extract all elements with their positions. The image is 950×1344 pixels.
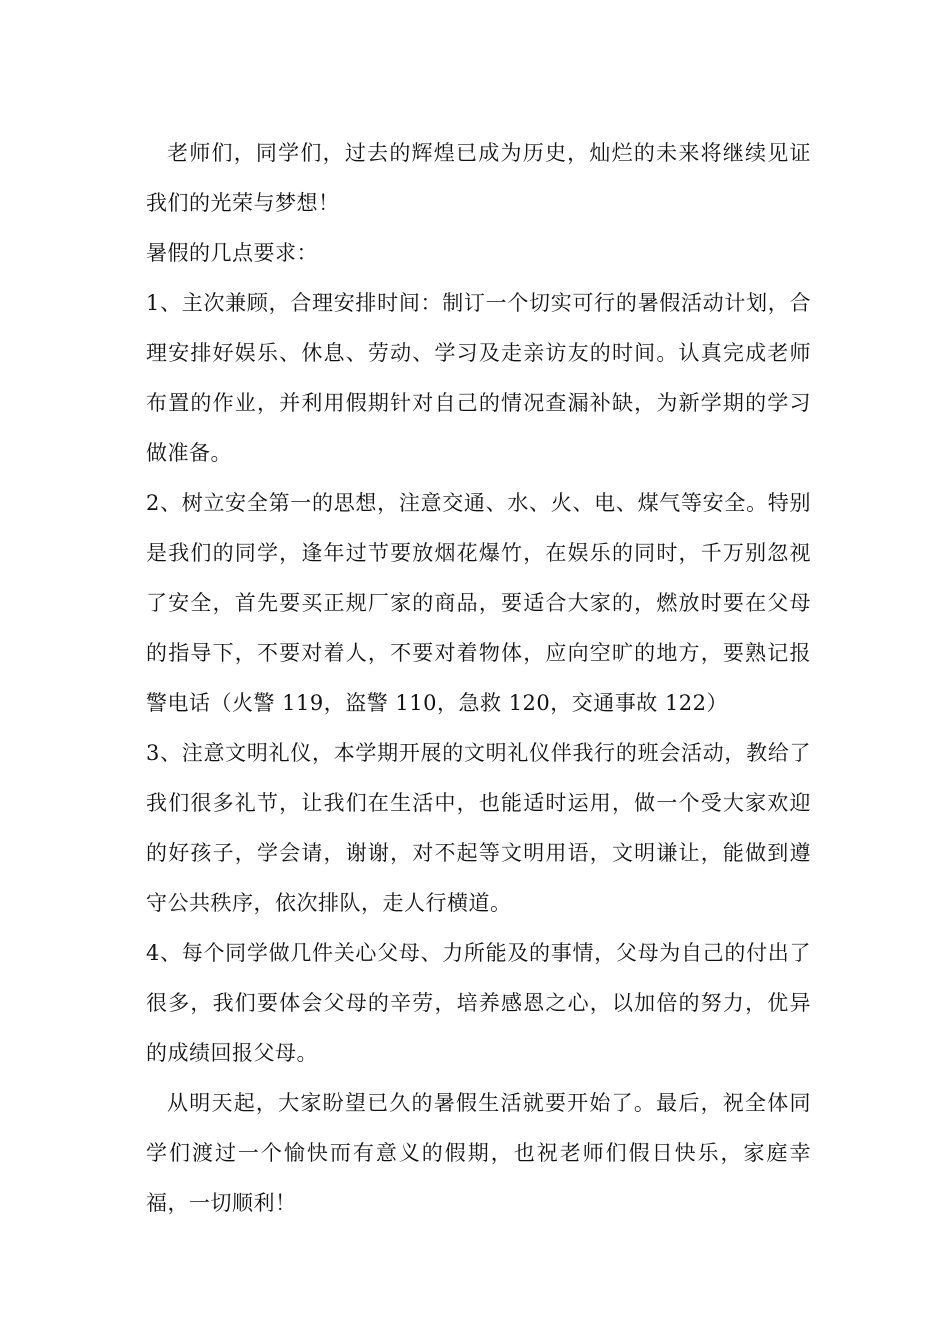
paragraph-requirement-3: 3、注意文明礼仪，本学期开展的文明礼仪伴我行的班会活动，教给了我们很多礼节，让我们在生活中，也能适时运用，做一个受大家欢迎的好孩子，学会请，谢谢，对不起等文明用语，文明谦让，能做到遵守公共秩序，依次排队，走人行横道。	[146, 741, 811, 915]
paragraph-requirement-2: 2、树立安全第一的思想，注意交通、水、火、电、煤气等安全。特别是我们的同学，逢年过节要放烟花爆竹，在娱乐的同时，千万别忽视了安全，首先要买正规厂家的商品，要适合大家的，燃放时要在父母的指导下，不要对着人，不要对着物体，应向空旷的地方，要熟记报警电话（火警 119，盗警 110，急救 120，交通事故 122）	[146, 491, 811, 715]
paragraph-requirements-heading: 暑假的几点要求：	[146, 241, 318, 265]
paragraph-closing: 从明天起，大家盼望已久的暑假生活就要开始了。最后，祝全体同学们渡过一个愉快而有意义的假期，也祝老师们假日快乐，家庭幸福，一切顺利！	[146, 1091, 811, 1215]
paragraph-requirement-4: 4、每个同学做几件关心父母、力所能及的事情，父母为自己的付出了很多，我们要体会父母的辛劳，培养感恩之心，以加倍的努力，优异的成绩回报父母。	[146, 941, 811, 1065]
paragraph-opening: 老师们，同学们，过去的辉煌已成为历史，灿烂的未来将继续见证我们的光荣与梦想！	[146, 141, 811, 215]
paragraph-requirement-1: 1、主次兼顾，合理安排时间：制订一个切实可行的暑假活动计划，合理安排好娱乐、休息、劳动、学习及走亲访友的时间。认真完成老师布置的作业，并利用假期针对自己的情况查漏补缺，为新学期的学习做准备。	[146, 291, 811, 465]
document-body	[146, 128, 811, 1228]
